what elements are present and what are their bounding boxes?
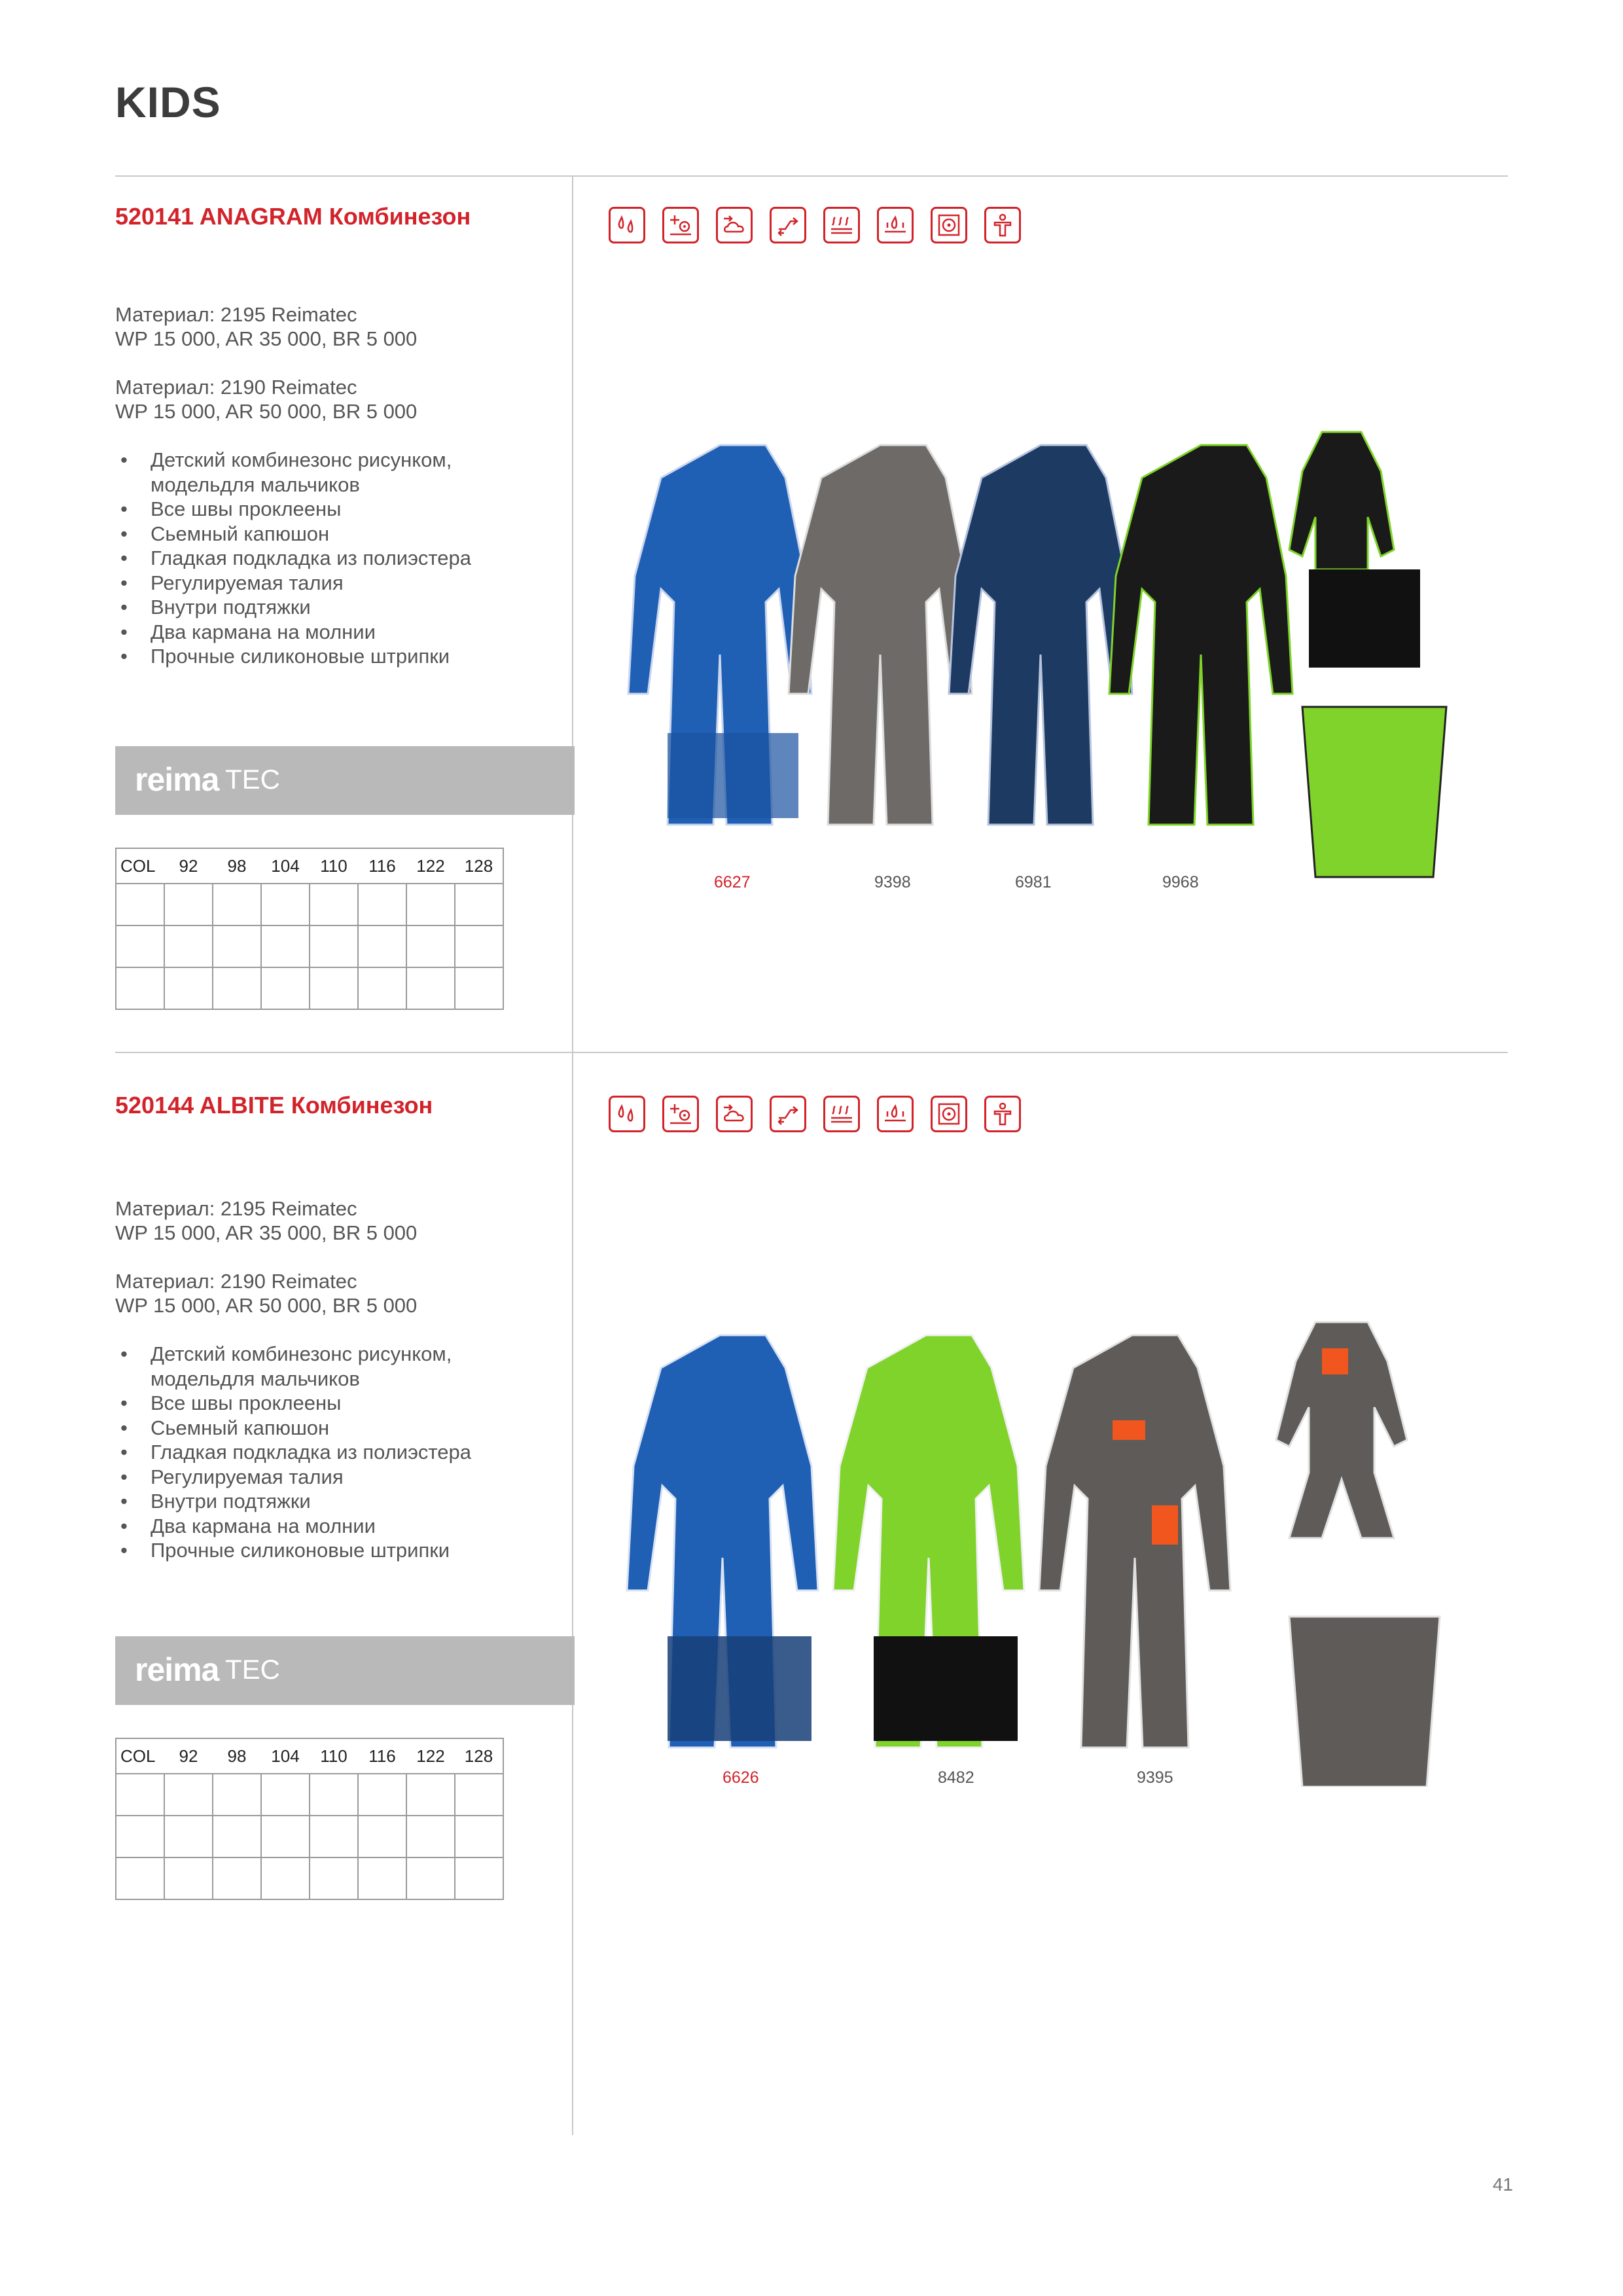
size-cell[interactable]	[261, 1857, 310, 1899]
size-cell[interactable]	[406, 1857, 455, 1899]
suit-back-view	[1276, 1322, 1440, 1787]
size-header-cell: 98	[213, 848, 261, 884]
tumble-dry-icon	[931, 207, 967, 243]
size-cell[interactable]	[406, 1816, 455, 1857]
suit-back-view	[1289, 432, 1446, 877]
size-header-cell: 110	[310, 848, 358, 884]
size-cell[interactable]	[116, 1816, 164, 1857]
size-cell[interactable]	[406, 1774, 455, 1816]
size-cell[interactable]	[164, 967, 213, 1009]
size-header-cell: 104	[261, 1738, 310, 1774]
page-title: KIDS	[115, 78, 221, 126]
material-block	[115, 1269, 417, 1318]
waterproof-icon	[609, 1096, 645, 1132]
feature-item: • Регулируемая талия	[115, 1465, 471, 1490]
product-illustration	[609, 1309, 1499, 1787]
feature-item: • Гладкая подкладка из полиэстера	[115, 1440, 471, 1465]
size-header-cell: 92	[164, 848, 213, 884]
windproof-icon	[716, 207, 753, 243]
reflector-icon	[984, 207, 1021, 243]
brand-suffix: TEC	[225, 764, 280, 795]
waterproof-icon	[609, 207, 645, 243]
material-spec: WP 15 000, AR 35 000, BR 5 000	[115, 327, 418, 350]
size-cell[interactable]	[213, 1857, 261, 1899]
color-code: 8482	[938, 1768, 974, 1787]
size-cell[interactable]	[164, 1816, 213, 1857]
size-cell[interactable]	[310, 1774, 358, 1816]
feature-item: • Сьемный капюшон	[115, 1416, 471, 1441]
feature-item: • Все швы проклеены	[115, 1391, 471, 1416]
material-line: Материал: 2195 Reimatec	[115, 303, 357, 326]
size-header-cell: 104	[261, 848, 310, 884]
top-divider	[115, 175, 1508, 177]
feature-item-continued: модельдля мальчиков	[151, 473, 360, 496]
size-header-cell: 116	[358, 1738, 406, 1774]
feature-list	[115, 1342, 471, 1563]
product-title: 520141 ANAGRAM Комбинезон	[115, 203, 471, 230]
size-row	[116, 925, 503, 967]
size-cell[interactable]	[455, 1857, 503, 1899]
size-table-header	[116, 1738, 503, 1774]
color-code: 6626	[722, 1768, 759, 1787]
care-icons	[609, 1096, 1021, 1132]
brand-logo: reima	[135, 761, 219, 798]
product-illustration	[609, 419, 1499, 890]
size-row	[116, 884, 503, 925]
wind-flow-icon	[770, 1096, 806, 1132]
size-cell[interactable]	[406, 925, 455, 967]
feature-item: • Гладкая подкладка из полиэстера	[115, 546, 471, 571]
size-cell[interactable]	[455, 967, 503, 1009]
feature-item: • Внутри подтяжки	[115, 1489, 471, 1514]
size-cell[interactable]	[164, 884, 213, 925]
size-cell[interactable]	[310, 967, 358, 1009]
care-icons	[609, 207, 1021, 243]
wind-flow-icon	[770, 207, 806, 243]
feature-list	[115, 448, 471, 669]
size-cell[interactable]	[116, 1857, 164, 1899]
product-title: 520144 ALBITE Комбинезон	[115, 1092, 433, 1119]
size-cell[interactable]	[164, 1857, 213, 1899]
warm-icon	[823, 207, 860, 243]
suit-navy	[949, 445, 1132, 825]
water-repellent-icon	[877, 207, 914, 243]
suit-green	[833, 1335, 1024, 1748]
color-code: 6627	[714, 873, 751, 891]
water-repellent-icon	[877, 1096, 914, 1132]
feature-item: • Прочные силиконовые штрипки	[115, 1538, 471, 1563]
size-table	[115, 848, 504, 1010]
suit-grey	[1039, 1335, 1230, 1748]
size-cell[interactable]	[358, 1857, 406, 1899]
size-header-cell: 122	[406, 1738, 455, 1774]
feature-item: • Регулируемая талия	[115, 571, 471, 596]
material-line: Материал: 2195 Reimatec	[115, 1197, 357, 1220]
size-cell[interactable]	[116, 967, 164, 1009]
feature-item-continued: модельдля мальчиков	[151, 1367, 360, 1390]
color-code: 6981	[1015, 873, 1052, 891]
feature-item: • Детский комбинезонс рисунком,	[115, 1342, 471, 1367]
size-header-cell: 128	[455, 848, 503, 884]
size-cell[interactable]	[213, 1774, 261, 1816]
size-cell[interactable]	[310, 925, 358, 967]
size-row	[116, 967, 503, 1009]
size-cell[interactable]	[455, 884, 503, 925]
brand-suffix: TEC	[225, 1654, 280, 1685]
size-cell[interactable]	[310, 1816, 358, 1857]
color-code: 9395	[1137, 1768, 1173, 1787]
size-cell[interactable]	[213, 967, 261, 1009]
size-header-cell: 122	[406, 848, 455, 884]
size-row	[116, 1774, 503, 1816]
feature-item: • Прочные силиконовые штрипки	[115, 644, 471, 669]
size-header-cell: 92	[164, 1738, 213, 1774]
size-header-cell: 110	[310, 1738, 358, 1774]
size-cell[interactable]	[164, 1774, 213, 1816]
feature-item: • Два кармана на молнии	[115, 1514, 471, 1539]
size-table	[115, 1738, 504, 1900]
size-cell[interactable]	[455, 1774, 503, 1816]
color-code: 9398	[874, 873, 911, 891]
feature-item: • Два кармана на молнии	[115, 620, 471, 645]
size-cell[interactable]	[358, 1774, 406, 1816]
size-header-cell: COL	[116, 848, 164, 884]
feature-item: • Внутри подтяжки	[115, 595, 471, 620]
size-cell[interactable]	[261, 925, 310, 967]
size-cell[interactable]	[213, 925, 261, 967]
size-cell[interactable]	[310, 884, 358, 925]
material-line: Материал: 2190 Reimatec	[115, 1270, 357, 1293]
size-cell[interactable]	[406, 884, 455, 925]
size-header-cell: COL	[116, 1738, 164, 1774]
warm-icon	[823, 1096, 860, 1132]
suit-grey	[789, 445, 972, 825]
color-code: 9968	[1162, 873, 1199, 891]
page-number: 41	[1492, 2174, 1513, 2195]
material-block	[115, 375, 417, 423]
material-spec: WP 15 000, AR 35 000, BR 5 000	[115, 1221, 418, 1244]
material-spec: WP 15 000, AR 50 000, BR 5 000	[115, 400, 418, 423]
size-cell[interactable]	[116, 925, 164, 967]
reflector-icon	[984, 1096, 1021, 1132]
tumble-dry-icon	[931, 1096, 967, 1132]
windproof-icon	[716, 1096, 753, 1132]
feature-item: • Детский комбинезонс рисунком,	[115, 448, 471, 473]
size-cell[interactable]	[358, 1816, 406, 1857]
size-cell[interactable]	[261, 1774, 310, 1816]
size-row	[116, 1816, 503, 1857]
size-header-cell: 128	[455, 1738, 503, 1774]
size-cell[interactable]	[455, 925, 503, 967]
material-block	[115, 302, 417, 351]
middle-divider	[115, 1052, 1508, 1053]
breathable-icon	[662, 1096, 699, 1132]
size-cell[interactable]	[164, 925, 213, 967]
size-cell[interactable]	[116, 1774, 164, 1816]
size-cell[interactable]	[455, 1816, 503, 1857]
size-cell[interactable]	[261, 1816, 310, 1857]
suit-blue	[627, 1335, 818, 1748]
size-cell[interactable]	[261, 967, 310, 1009]
size-cell[interactable]	[358, 925, 406, 967]
size-cell[interactable]	[358, 884, 406, 925]
size-cell[interactable]	[358, 967, 406, 1009]
column-divider	[572, 175, 573, 2135]
size-header-cell: 98	[213, 1738, 261, 1774]
brand-banner	[115, 1636, 575, 1705]
size-row	[116, 1857, 503, 1899]
material-spec: WP 15 000, AR 50 000, BR 5 000	[115, 1294, 418, 1317]
size-cell[interactable]	[116, 884, 164, 925]
feature-item: • Все швы проклеены	[115, 497, 471, 522]
size-cell[interactable]	[406, 967, 455, 1009]
size-header-cell: 116	[358, 848, 406, 884]
suit-blue	[628, 445, 812, 825]
suit-black	[1109, 445, 1293, 825]
material-line: Материал: 2190 Reimatec	[115, 376, 357, 399]
size-table-header	[116, 848, 503, 884]
size-cell[interactable]	[213, 884, 261, 925]
material-block	[115, 1196, 417, 1245]
size-cell[interactable]	[310, 1857, 358, 1899]
size-cell[interactable]	[261, 884, 310, 925]
size-cell[interactable]	[213, 1816, 261, 1857]
brand-logo: reima	[135, 1651, 219, 1688]
breathable-icon	[662, 207, 699, 243]
brand-banner	[115, 746, 575, 815]
feature-item: • Сьемный капюшон	[115, 522, 471, 547]
